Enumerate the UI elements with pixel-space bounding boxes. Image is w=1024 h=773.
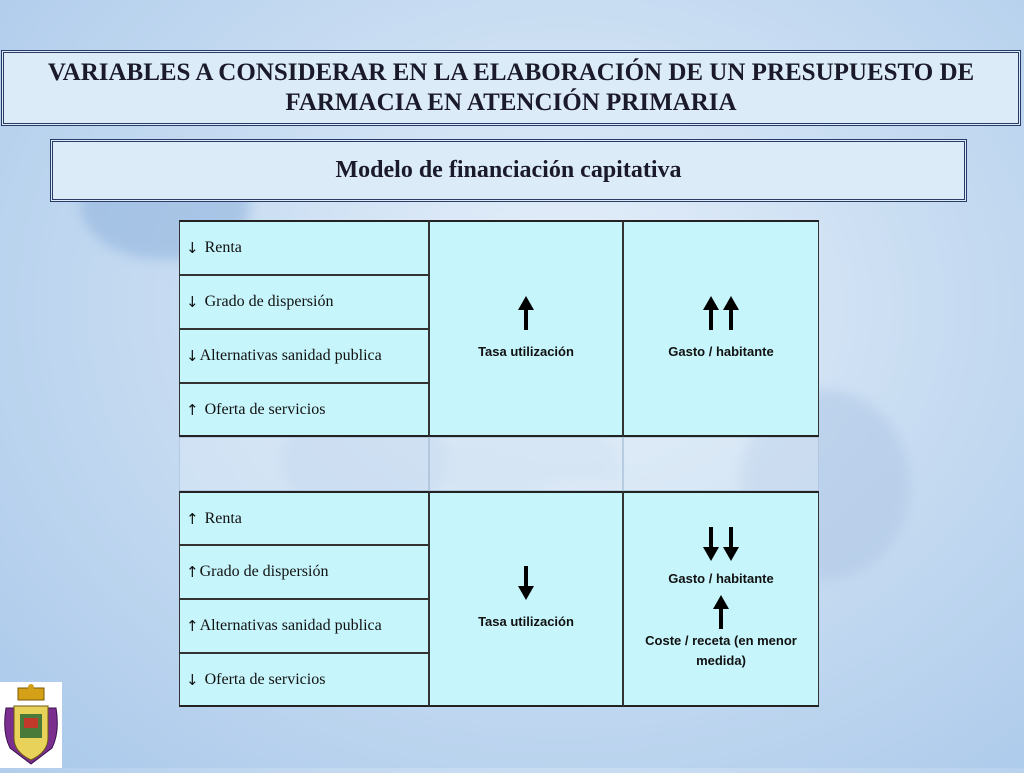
slide-subtitle: Modelo de financiación capitativa — [335, 157, 682, 183]
cost-per-inhabitant-label: Gasto / habitante — [668, 343, 774, 359]
row-label: Oferta de servicios — [204, 400, 326, 418]
arrow-down-icon: ↓ — [186, 239, 199, 257]
table2-row — [179, 491, 429, 545]
row-label: Oferta de servicios — [204, 670, 326, 688]
arrow-group — [713, 595, 729, 629]
table2-row — [179, 599, 429, 653]
table2-row — [179, 545, 429, 599]
cost-per-prescription-label: Coste / receta (en menor medida) — [645, 633, 797, 668]
arrow-group — [703, 527, 739, 561]
table1-row — [179, 329, 429, 383]
utilization-label: Tasa utilización — [478, 614, 574, 629]
table1-row — [179, 383, 429, 437]
big-arrow-up-icon — [518, 296, 534, 330]
title-box — [1, 50, 1021, 126]
arrow-down-icon: ↓ — [186, 293, 199, 311]
spacer-cell — [429, 437, 623, 491]
row-label: Renta — [204, 509, 242, 527]
arrow-up-icon: ↑ — [186, 509, 199, 528]
row-label: Alternativas sanidad publica — [199, 347, 382, 364]
table1-cost-cell — [623, 220, 819, 437]
table1-utilization-cell — [429, 220, 623, 437]
arrow-up-icon: ↑ — [186, 617, 199, 635]
row-label: Grado de dispersión — [199, 563, 329, 580]
row-label: Renta — [204, 239, 242, 256]
table1-row — [179, 220, 429, 275]
arrow-up-icon: ↑ — [186, 563, 199, 581]
spacer-cell — [179, 437, 429, 491]
table1-row — [179, 275, 429, 329]
big-arrow-up-icon — [713, 595, 729, 629]
table2-row — [179, 653, 429, 707]
table2-cost-cell — [623, 491, 819, 707]
arrow-up-icon: ↑ — [186, 400, 199, 419]
row-label: Alternativas sanidad publica — [199, 617, 382, 634]
arrow-down-icon: ↓ — [186, 347, 199, 365]
arrow-group — [703, 296, 739, 330]
coat-of-arms-icon — [0, 682, 62, 768]
cost-per-inhabitant-label: Gasto / habitante — [668, 571, 774, 586]
big-arrow-down-icon — [518, 566, 534, 600]
arrow-group — [518, 566, 534, 600]
subtitle-box — [50, 139, 967, 202]
utilization-label: Tasa utilización — [478, 343, 574, 359]
big-arrow-up-icon — [723, 296, 739, 330]
row-label: Grado de dispersión — [204, 293, 334, 310]
arrow-down-icon: ↓ — [186, 670, 199, 689]
slide-title: VARIABLES A CONSIDERAR EN LA ELABORACIÓN DE UN PRESUPUESTO DE FARMACIA EN ATENCIÓN PRIMARIA — [47, 59, 975, 116]
spacer-cell — [623, 437, 819, 491]
table2-utilization-cell — [429, 491, 623, 707]
big-arrow-up-icon — [703, 296, 719, 330]
coat-of-arms-icon — [0, 682, 62, 768]
arrow-group — [518, 296, 534, 330]
big-arrow-down-icon — [703, 527, 719, 561]
financing-table — [179, 220, 819, 708]
big-arrow-down-icon — [723, 527, 739, 561]
